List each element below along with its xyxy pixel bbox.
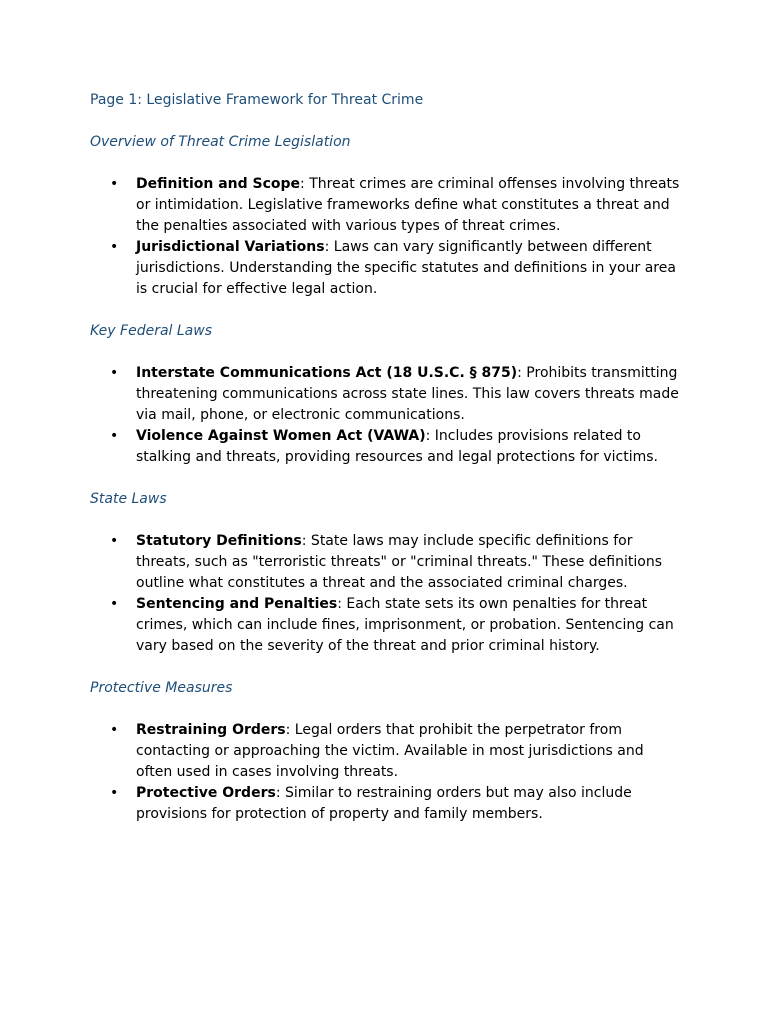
section-heading-federal-laws: Key Federal Laws <box>90 323 212 339</box>
page-title: Page 1: Legislative Framework for Threat Crime <box>90 92 424 108</box>
list-item <box>90 531 680 594</box>
list-item-term: Sentencing and Penalties <box>136 596 338 612</box>
bullet-list-protective-measures <box>90 720 680 825</box>
bullet-icon: • <box>110 428 119 444</box>
list-item-term: Protective Orders <box>136 785 276 801</box>
list-item-text: : Prohibits transmitting threatening communications across state lines. This law covers threats made via mail, phone, or electronic communications. <box>136 365 679 423</box>
bullet-list-federal-laws <box>90 363 680 468</box>
list-item-text: : Includes provisions related to stalking and threats, providing resources and legal protections for victims. <box>136 428 658 465</box>
bullet-icon: • <box>110 785 119 801</box>
section-heading-state-laws: State Laws <box>90 491 167 507</box>
bullet-icon: • <box>110 596 119 612</box>
bullet-icon: • <box>110 533 119 549</box>
list-item-term: Jurisdictional Variations <box>136 239 325 255</box>
list-item-term: Statutory Definitions <box>136 533 302 549</box>
list-item <box>90 783 680 825</box>
section-heading-protective-measures: Protective Measures <box>90 680 233 696</box>
bullet-icon: • <box>110 176 119 192</box>
list-item-text: : Legal orders that prohibit the perpetrator from contacting or approaching the victim. Available in most jurisdictions and often used in cases involving threats. <box>136 722 644 780</box>
bullet-icon: • <box>110 722 119 738</box>
section-heading-overview: Overview of Threat Crime Legislation <box>90 134 351 150</box>
list-item-term: Interstate Communications Act (18 U.S.C. § 875) <box>136 365 518 381</box>
list-item <box>90 363 680 426</box>
document-body <box>90 90 680 846</box>
list-item-text: : Laws can vary significantly between different jurisdictions. Understanding the specific statutes and definitions in your area is crucial for effective legal action. <box>136 239 676 297</box>
list-item <box>90 720 680 783</box>
list-item-term: Definition and Scope <box>136 176 301 192</box>
list-item-text: : Each state sets its own penalties for threat crimes, which can include fines, imprisonment, or probation. Sentencing can vary based on the severity of the threat and prior criminal history. <box>136 596 674 654</box>
bullet-icon: • <box>110 239 119 255</box>
list-item <box>90 174 680 237</box>
list-item-text: : Threat crimes are criminal offenses involving threats or intimidation. Legislative frameworks define what constitutes a threat and the penalties associated with various types of threat crimes. <box>136 176 680 234</box>
bullet-list-overview <box>90 174 680 300</box>
list-item-term: Restraining Orders <box>136 722 286 738</box>
list-item <box>90 237 680 300</box>
list-item <box>90 594 680 657</box>
list-item <box>90 426 680 468</box>
list-item-text: : Similar to restraining orders but may also include provisions for protection of property and family members. <box>136 785 632 822</box>
bullet-icon: • <box>110 365 119 381</box>
list-item-text: : State laws may include specific definitions for threats, such as "terroristic threats" or "criminal threats." These definitions outline what constitutes a threat and the associated criminal charges. <box>136 533 662 591</box>
bullet-list-state-laws <box>90 531 680 657</box>
list-item-term: Violence Against Women Act (VAWA) <box>136 428 426 444</box>
